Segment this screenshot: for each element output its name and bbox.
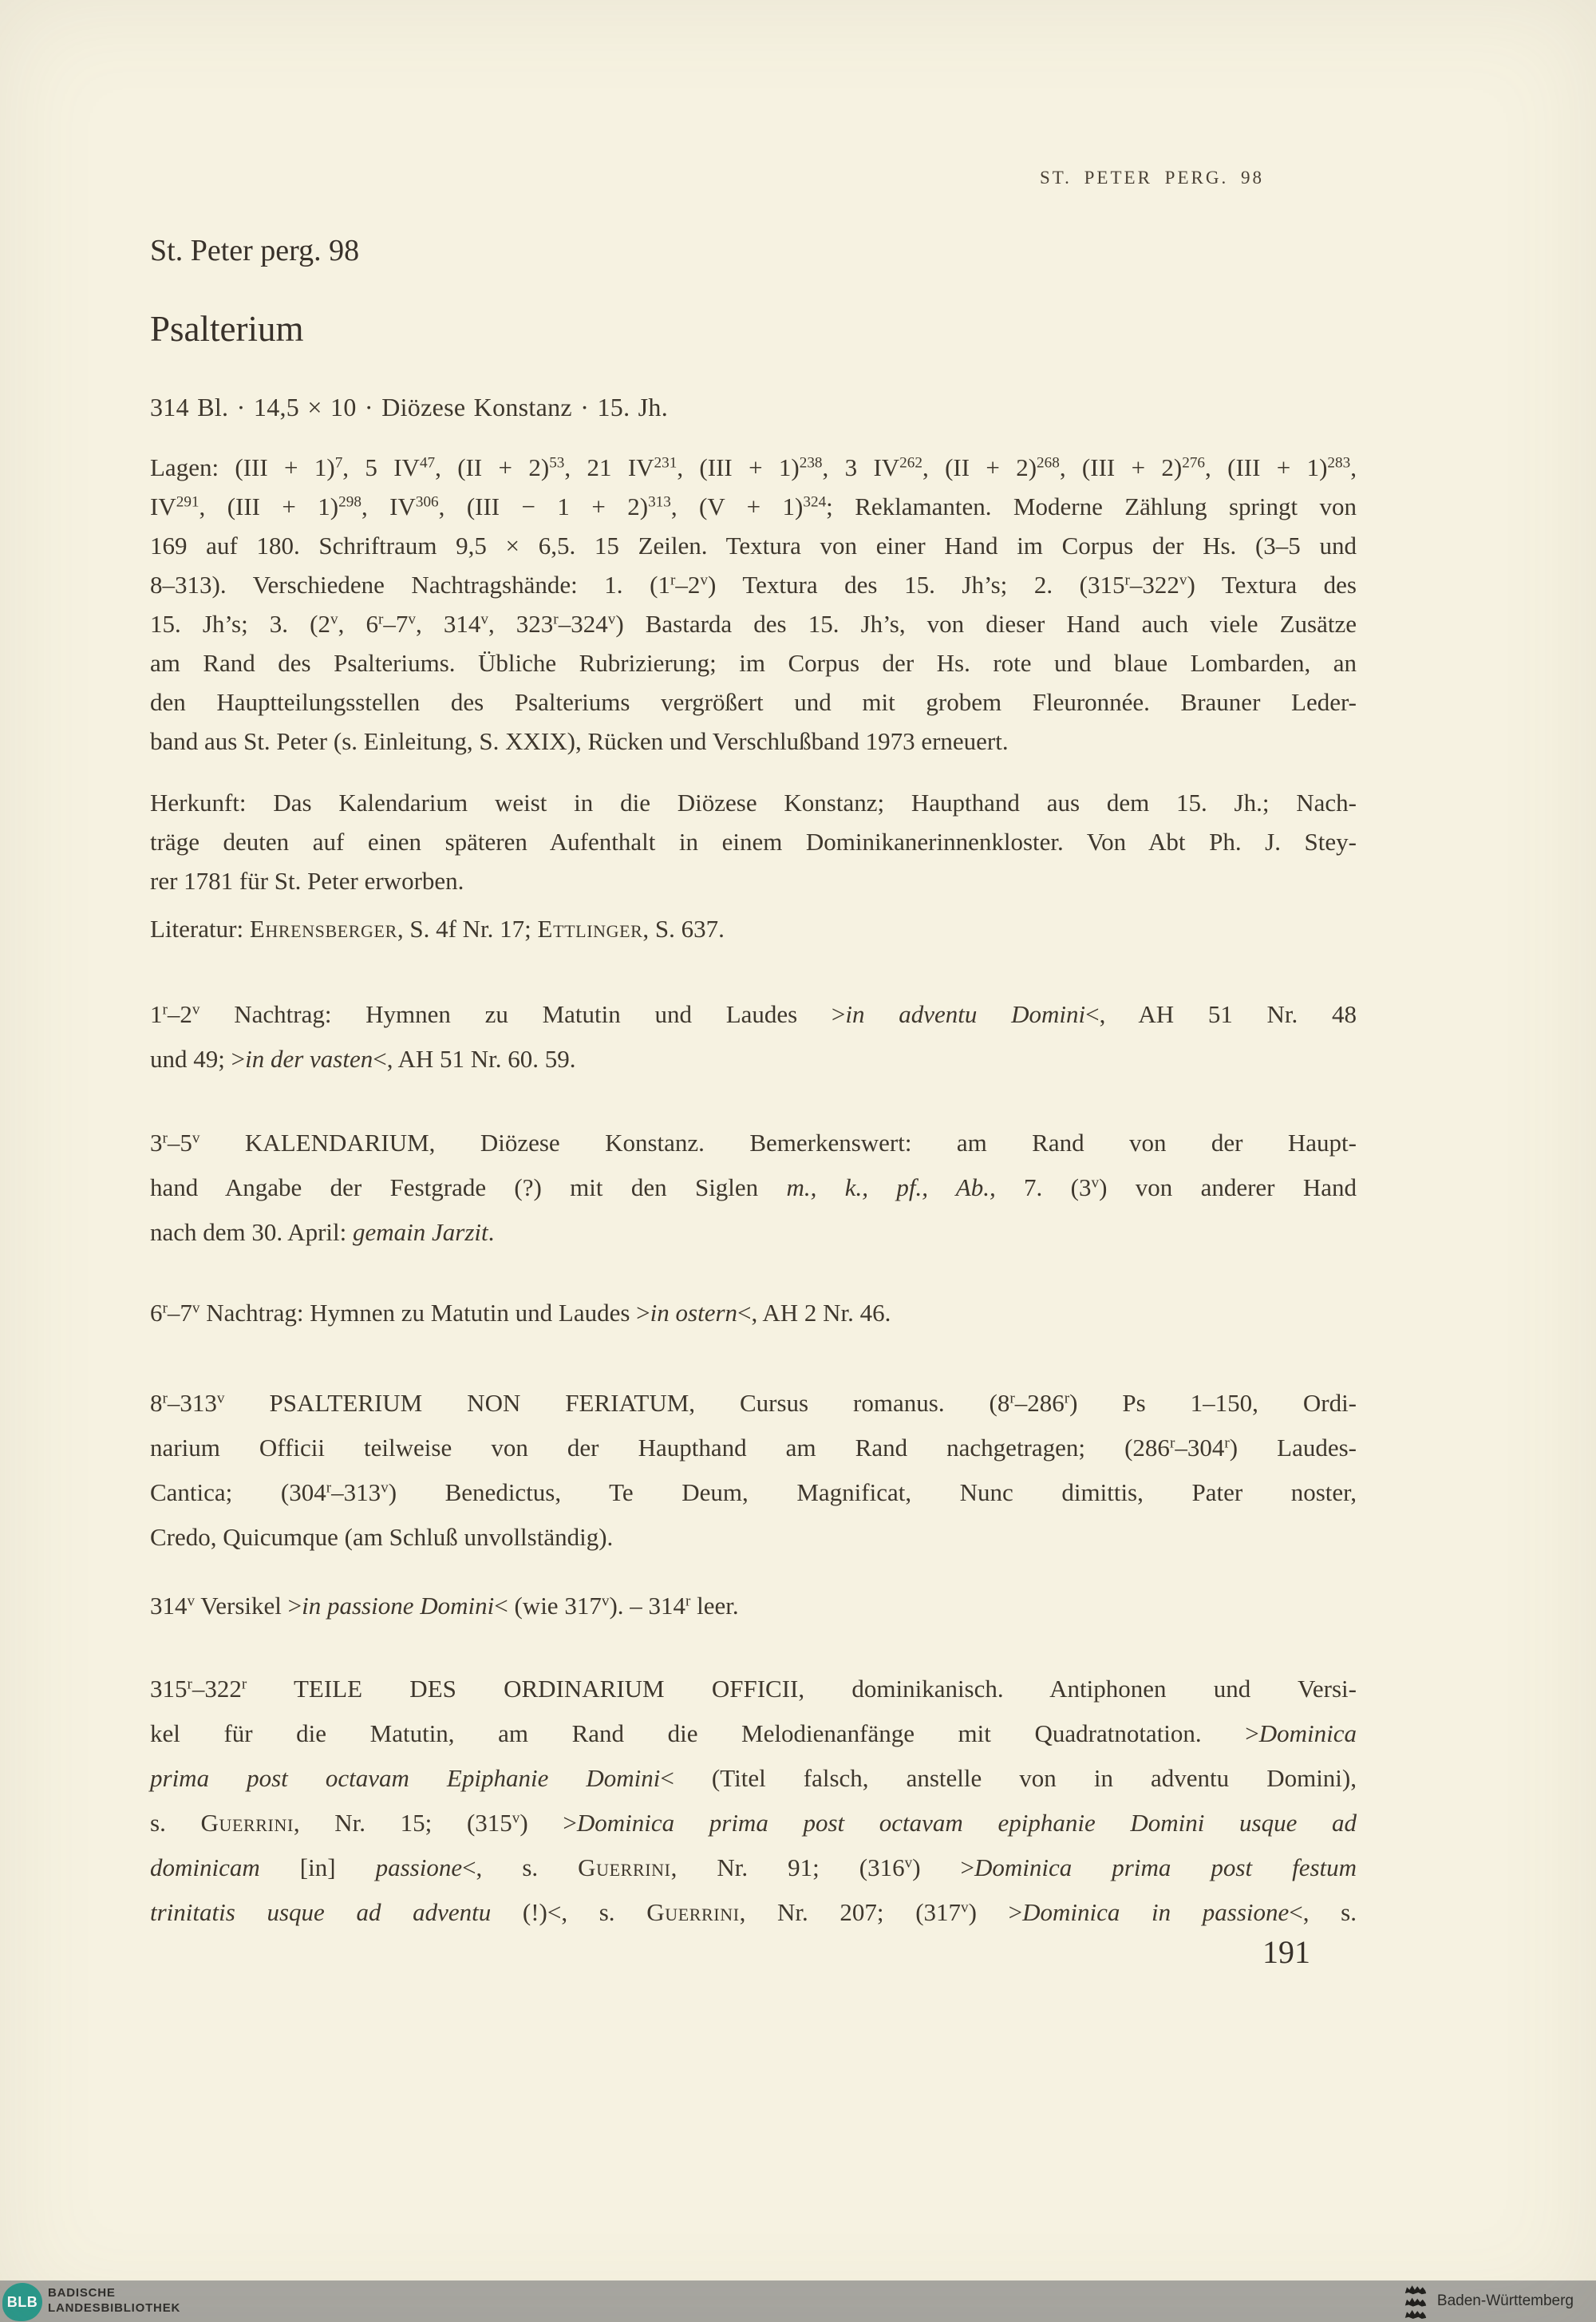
- library-name-line2: LANDESBIBLIOTHEK: [48, 2301, 181, 2315]
- entry-1r-2v-nachtrag: [150, 992, 1357, 1082]
- text-line: 314$^v$ Versikel >in passione Domini< (wie 317$^v$). – 314$^r$ leer.: [150, 1592, 739, 1620]
- paragraph-herkunft: [150, 783, 1357, 900]
- text-line: nach dem 30. April: gemain Jarzit.: [150, 1218, 495, 1246]
- text-line: Cantica; (304$^r$–313$^v$) Benedictus, Te Deum, Magnificat, Nunc dimittis, Pater noster,: [150, 1478, 1357, 1506]
- text-line: Literatur: Ehrensberger, S. 4f Nr. 17; Ettlinger, S. 637.: [150, 915, 725, 943]
- text-line: band aus St. Peter (s. Einleitung, S. XXIX), Rücken und Verschlußband 1973 erneuert.: [150, 727, 1009, 755]
- text-line: 1$^r$–2$^v$ Nachtrag: Hymnen zu Matutin und Laudes >in adventu Domini<, AH 51 Nr. 48: [150, 1000, 1357, 1028]
- text-line: IV$^{291}$, (III + 1)$^{298}$, IV$^{306}$, (III − 1 + 2)$^{313}$, $(V + 1)^{324}$; Reklamanten. Moderne Zählung springt von: [150, 492, 1357, 520]
- text-line: den Hauptteilungsstellen des Psalteriums vergrößert und mit grobem Fleuronnée. Brauner Leder-: [150, 688, 1357, 716]
- entry-6r-7v-nachtrag: [150, 1291, 1357, 1335]
- text-line: am Rand des Psalteriums. Übliche Rubrizierung; im Corpus der Hs. rote und blaue Lombarden, an: [150, 649, 1357, 677]
- text-line: prima post octavam Epiphanie Domini< (Titel falsch, anstelle von in adventu Domini),: [150, 1764, 1357, 1792]
- text-line: 15. Jh’s; 3. (2$^v$, 6$^r$–7$^v$, 314$^v$, 323$^r$–324$^v$) Bastarda des 15. Jh’s, von dieser Hand auch viele Zusätze: [150, 610, 1357, 638]
- text-line: trinitatis usque ad adventu (!)<, s. Guerrini, Nr. 207; $(317^v)$ >Dominica in passione<, s.: [150, 1898, 1357, 1926]
- text-line: Herkunft: Das Kalendarium weist in die Diözese Konstanz; Haupthand aus dem 15. Jh.; Nach-: [150, 789, 1357, 817]
- footer-bar: [0, 2280, 1596, 2322]
- state-name: Baden-Württemberg: [1436, 2292, 1574, 2309]
- text-line: 8$^r$–313$^v$ PSALTERIUM NON FERIATUM, Cursus romanus. (8$^r$–286$^r$) Ps 1–150, Ordi-: [150, 1389, 1357, 1417]
- text-line: 169 auf 180. Schriftraum 9,5 × 6,5. 15 Zeilen. Textura von einer Hand im Corpus der Hs. (3–5 und: [150, 532, 1357, 560]
- page-title: Psalterium: [150, 309, 304, 349]
- text-line: träge deuten auf einen späteren Aufenthalt in einem Dominikanerinnenkloster. Von Abt Ph. J. Stey-: [150, 828, 1357, 856]
- text-line: und 49; >in der vasten<, AH 51 Nr. 60. 59.: [150, 1045, 576, 1073]
- blb-logo-icon: [2, 2283, 42, 2321]
- text-line: Lagen: (III + 1)$^7$, 5 IV$^{47}$, (II + 2)$^{53}$, 21 IV$^{231}$, (III + 1)$^{238}$, 3 IV$^{262}$, (II + 2)$^{268}$, (III + 2)$^{276}$, (III + 1)$^{283}$,: [150, 453, 1357, 481]
- text-line: rer 1781 für St. Peter erworben.: [150, 867, 464, 895]
- blb-logo-text: BLB: [6, 2293, 38, 2310]
- entry-3r-5v-kalendarium: [150, 1121, 1357, 1255]
- paragraph-literatur: [150, 909, 1357, 948]
- state-brand: [1404, 2280, 1574, 2322]
- entry-8r-313v-psalterium: [150, 1381, 1357, 1560]
- baden-wuerttemberg-coat-of-arms-icon: [1404, 2284, 1428, 2319]
- library-name-line1: BADISCHE: [48, 2286, 116, 2300]
- shelfmark-heading: St. Peter perg. 98: [150, 234, 360, 267]
- summary-line: 314 Bl. · 14,5 × 10 · Diözese Konstanz · 15. Jh.: [150, 393, 669, 421]
- running-head: ST. PETER PERG. 98: [1040, 168, 1264, 188]
- paragraph-lagen: [150, 448, 1357, 761]
- entry-314v-versikel: [150, 1584, 1357, 1628]
- library-name: [48, 2285, 180, 2316]
- text-line: Credo, Quicumque (am Schluß unvollständig).: [150, 1523, 614, 1551]
- text-line: s. Guerrini, Nr. 15; $(315^v)$ >Dominica prima post octavam epiphanie Domini usque ad: [150, 1809, 1357, 1837]
- text-line: hand Angabe der Festgrade (?) mit den Siglen m., k., pf., Ab., 7. (3$^v$) von anderer Hand: [150, 1173, 1357, 1201]
- text-line: 8–313). Verschiedene Nachtragshände: 1. (1$^r$–2$^v$) Textura des 15. Jh’s; 2. (315$^r$–322$^v$) Textura des: [150, 571, 1357, 599]
- text-line: dominicam [in] passione<, s. Guerrini, Nr. 91; $(316^v)$ >Dominica prima post festum: [150, 1853, 1357, 1881]
- page-number: 191: [1262, 1934, 1310, 1970]
- text-line: kel für die Matutin, am Rand die Melodienanfänge mit Quadratnotation. >Dominica: [150, 1719, 1357, 1747]
- entry-315r-322r-ordinarium: [150, 1667, 1357, 1935]
- text-line: 315$^r$–322$^r$ TEILE DES ORDINARIUM OFFICII, dominikanisch. Antiphonen und Versi-: [150, 1675, 1357, 1703]
- text-line: narium Officii teilweise von der Haupthand am Rand nachgetragen; (286$^r$–304$^r$) Laudes-: [150, 1434, 1357, 1462]
- text-line: 6$^r$–7$^v$ Nachtrag: Hymnen zu Matutin und Laudes >in ostern<, AH 2 Nr. 46.: [150, 1299, 891, 1327]
- text-line: 3$^r$–5$^v$ KALENDARIUM, Diözese Konstanz. Bemerkenswert: am Rand von der Haupt-: [150, 1129, 1357, 1157]
